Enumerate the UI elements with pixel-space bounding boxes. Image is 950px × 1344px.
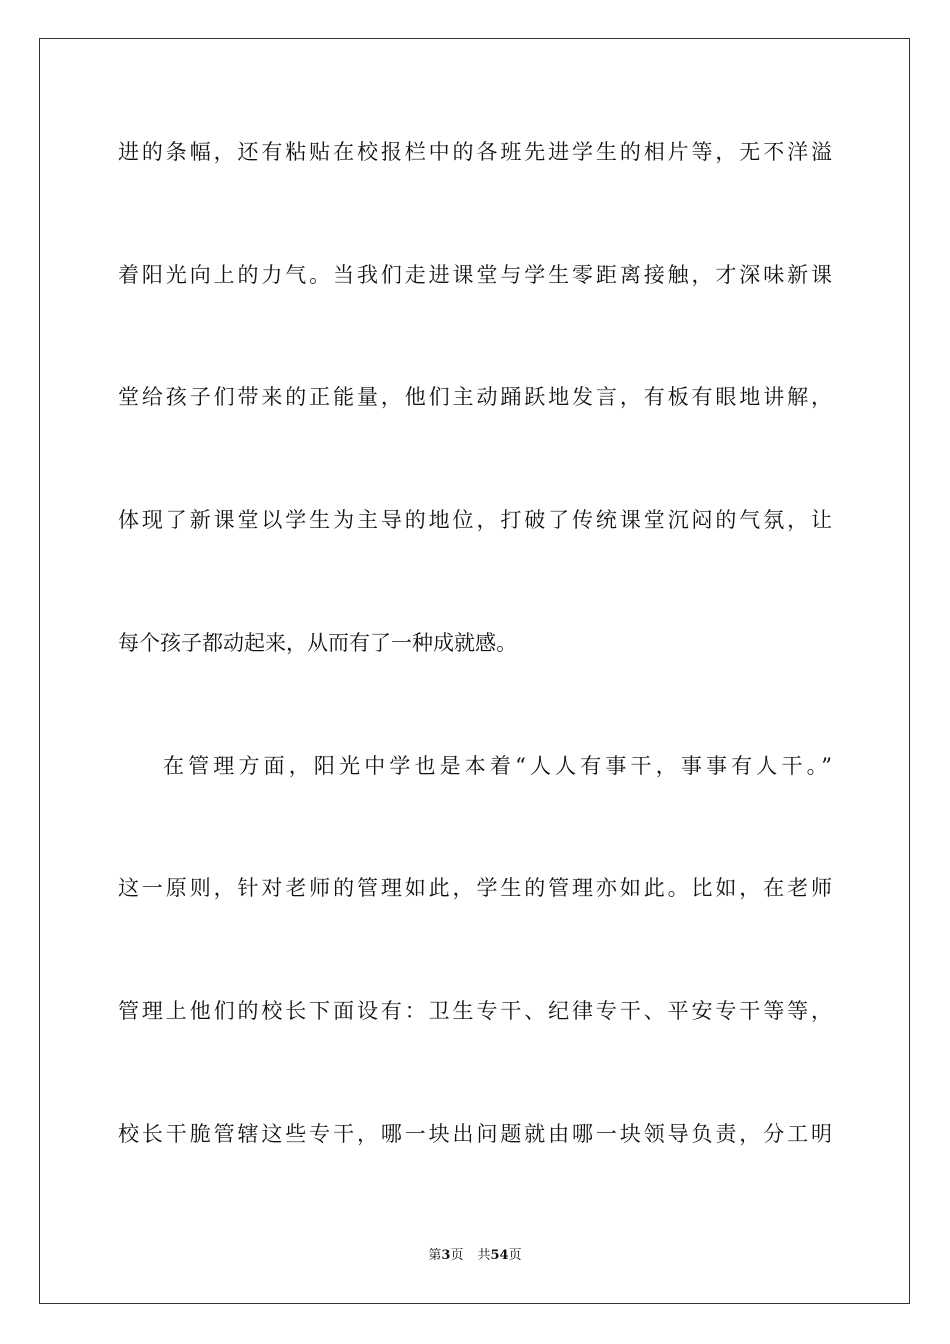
page-footer bbox=[0, 1246, 950, 1266]
total-suffix: 页 bbox=[508, 1248, 522, 1263]
paragraph-1-line-4: 体现了新课堂以学生为主导的地位，打破了传统课堂沉闷的气氛，让 bbox=[118, 508, 832, 532]
paragraph-1-line-3: 堂给孩子们带来的正能量，他们主动踊跃地发言，有板有眼地讲解， bbox=[118, 385, 832, 409]
paragraph-1-line-1: 进的条幅，还有粘贴在校报栏中的各班先进学生的相片等，无不洋溢 bbox=[118, 140, 832, 164]
paragraph-1-line-5: 每个孩子都动起来，从而有了一种成就感。 bbox=[118, 631, 517, 655]
page-number: 3 bbox=[441, 1248, 451, 1263]
paragraph-2-line-2: 这一原则，针对老师的管理如此，学生的管理亦如此。比如，在老师 bbox=[118, 876, 832, 900]
paragraph-1-line-2: 着阳光向上的力气。当我们走进课堂与学生零距离接触，才深味新课 bbox=[118, 263, 832, 287]
total-pages: 54 bbox=[490, 1248, 509, 1263]
page-prefix: 第 bbox=[428, 1248, 442, 1263]
paragraph-2-line-3: 管理上他们的校长下面设有：卫生专干、纪律专干、平安专干等等， bbox=[118, 999, 832, 1023]
paragraph-2-line-4: 校长干脆管辖这些专干，哪一块出问题就由哪一块领导负责，分工明 bbox=[118, 1122, 832, 1146]
total-prefix: 共 bbox=[477, 1248, 491, 1263]
page-suffix: 页 bbox=[450, 1248, 464, 1263]
paragraph-2-line-1: 在管理方面，阳光中学也是本着“人人有事干，事事有人干。” bbox=[163, 754, 832, 778]
